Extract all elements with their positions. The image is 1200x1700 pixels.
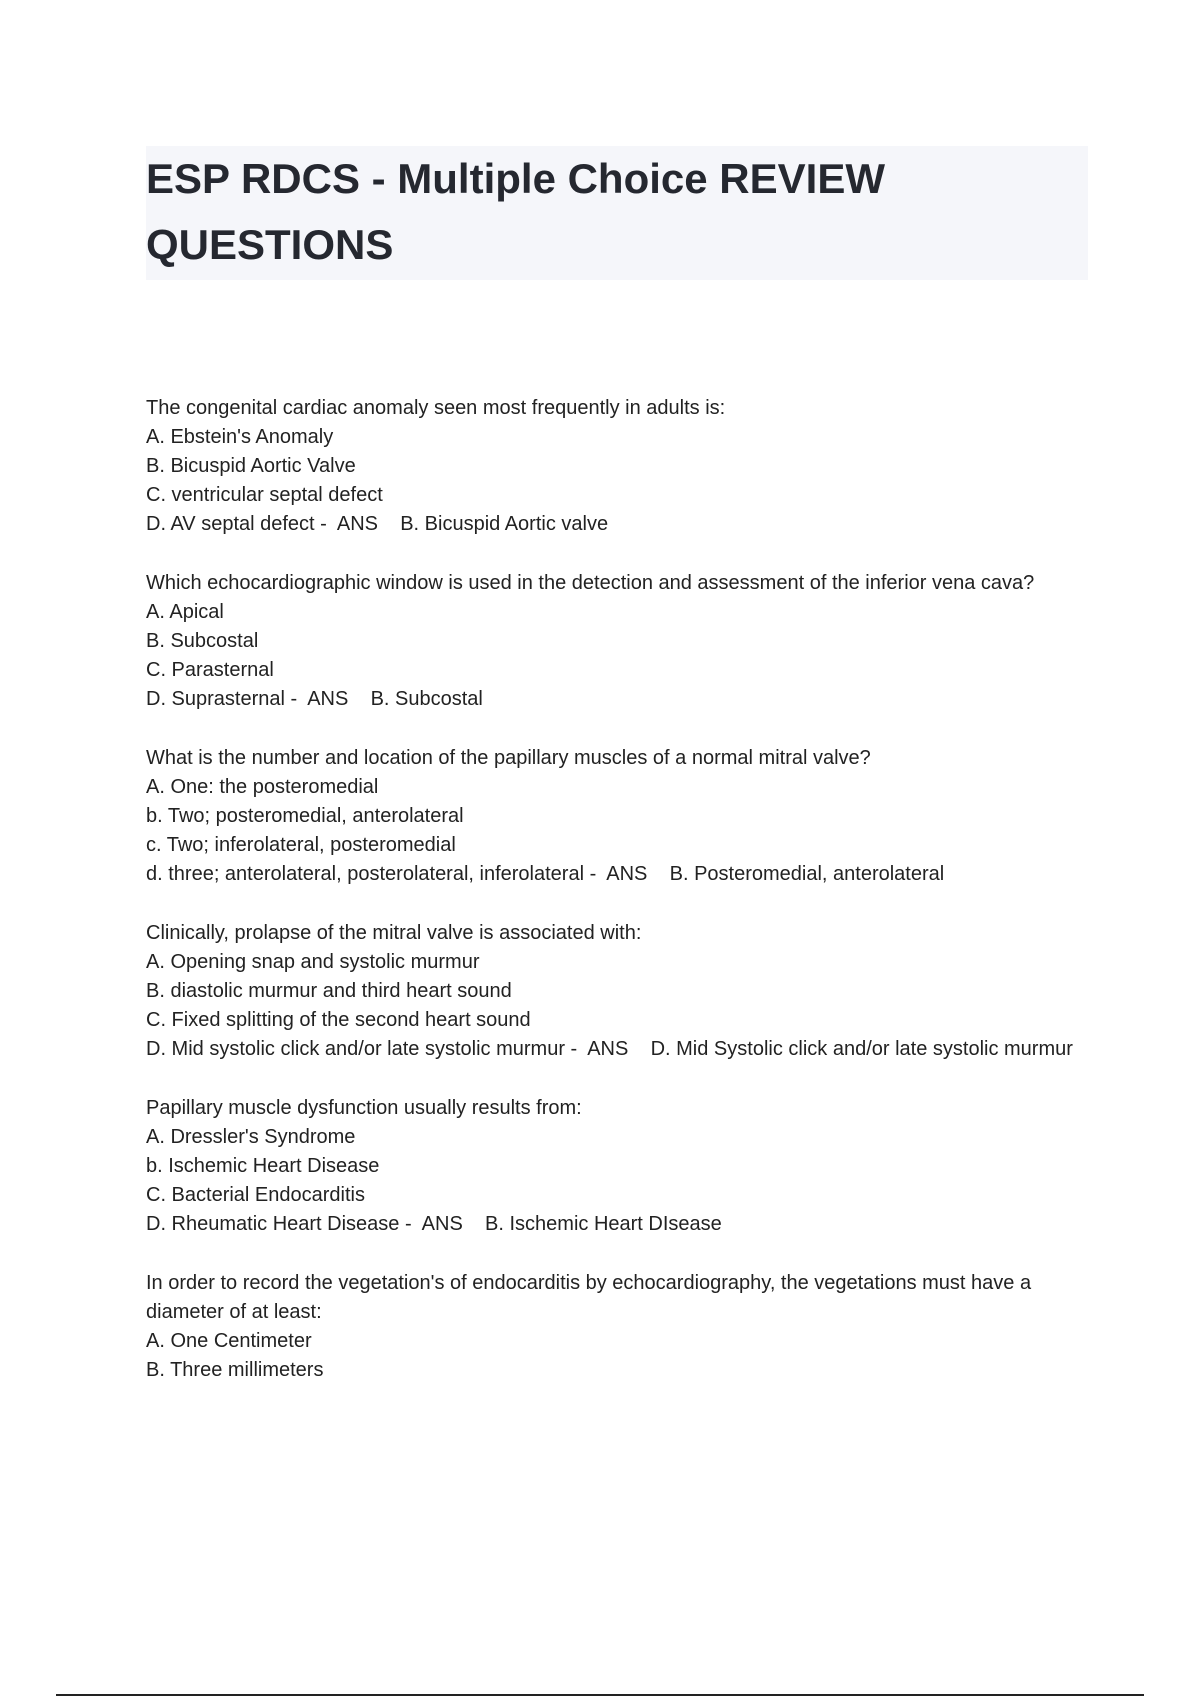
answer-option: C. Bacterial Endocarditis: [146, 1184, 365, 1206]
answer-option: A. Apical: [146, 601, 224, 623]
question-stem: What is the number and location of the papillary muscles of a normal mitral valve?: [146, 747, 871, 769]
answer-line: D. AV septal defect - ANS B. Bicuspid Aortic valve: [146, 513, 609, 535]
answer-option: D. Mid systolic click and/or late systolic murmur: [146, 1038, 565, 1060]
answer-option: A. One Centimeter: [146, 1330, 312, 1352]
answer-option: B. Subcostal: [146, 630, 259, 652]
answer-option: C. Fixed splitting of the second heart sound: [146, 1009, 531, 1031]
answer-option: B. Bicuspid Aortic Valve: [146, 455, 356, 477]
question-stem: The congenital cardiac anomaly seen most frequently in adults is:: [146, 397, 726, 419]
answer-option: D. AV septal defect: [146, 513, 315, 535]
answer-option: A. One: the posteromedial: [146, 776, 379, 798]
answer-option: B. diastolic murmur and third heart sound: [146, 980, 512, 1002]
answer-line: D. Suprasternal - ANS B. Subcostal: [146, 688, 483, 710]
answer-option: D. Suprasternal: [146, 688, 285, 710]
question-stem: Clinically, prolapse of the mitral valve is associated with:: [146, 922, 642, 944]
correct-answer: B. Ischemic Heart DIsease: [485, 1213, 722, 1235]
question-stem: In order to record the vegetation's of endocarditis by echocardiography, the vegetations must have a diameter of at least:: [146, 1272, 1037, 1323]
ans-label: ANS: [336, 513, 378, 535]
question-item: [146, 569, 1088, 714]
answer-line: d. three; anterolateral, posterolateral, inferolateral - ANS B. Posteromedial, anterolateral: [146, 863, 945, 885]
correct-answer: B. Subcostal: [370, 688, 483, 710]
question-item: [146, 744, 1088, 889]
answer-option: b. Ischemic Heart Disease: [146, 1155, 380, 1177]
page-title: ESP RDCS - Multiple Choice REVIEW QUESTIONS: [146, 155, 885, 268]
ans-label: ANS: [421, 1213, 463, 1235]
question-item: [146, 1269, 1088, 1385]
answer-option: C. Parasternal: [146, 659, 274, 681]
correct-answer: B. Posteromedial, anterolateral: [669, 863, 945, 885]
answer-option: c. Two; inferolateral, posteromedial: [146, 834, 456, 856]
correct-answer: B. Bicuspid Aortic valve: [400, 513, 609, 535]
answer-line: D. Mid systolic click and/or late systolic murmur - ANS D. Mid Systolic click and/or late systolic murmur: [146, 1038, 1073, 1060]
question-list: [146, 394, 1088, 1415]
ans-label: ANS: [587, 1038, 629, 1060]
question-item: [146, 919, 1088, 1064]
answer-option: A. Ebstein's Anomaly: [146, 426, 334, 448]
answer-option: b. Two; posteromedial, anterolateral: [146, 805, 464, 827]
question-item: [146, 394, 1088, 539]
question-stem: Papillary muscle dysfunction usually results from:: [146, 1097, 582, 1119]
answer-option: d. three; anterolateral, posterolateral, inferolateral: [146, 863, 585, 885]
ans-label: ANS: [307, 688, 349, 710]
answer-option: A. Opening snap and systolic murmur: [146, 951, 480, 973]
question-stem: Which echocardiographic window is used in the detection and assessment of the inferior vena cava?: [146, 572, 1035, 594]
footer-divider: [56, 1694, 1144, 1696]
correct-answer: D. Mid Systolic click and/or late systolic murmur: [650, 1038, 1073, 1060]
answer-option: D. Rheumatic Heart Disease: [146, 1213, 400, 1235]
answer-line: D. Rheumatic Heart Disease - ANS B. Ischemic Heart DIsease: [146, 1213, 722, 1235]
answer-option: A. Dressler's Syndrome: [146, 1126, 356, 1148]
title-banner: [146, 146, 1088, 280]
question-item: [146, 1094, 1088, 1239]
answer-option: C. ventricular septal defect: [146, 484, 383, 506]
ans-label: ANS: [606, 863, 648, 885]
answer-option: B. Three millimeters: [146, 1359, 324, 1381]
